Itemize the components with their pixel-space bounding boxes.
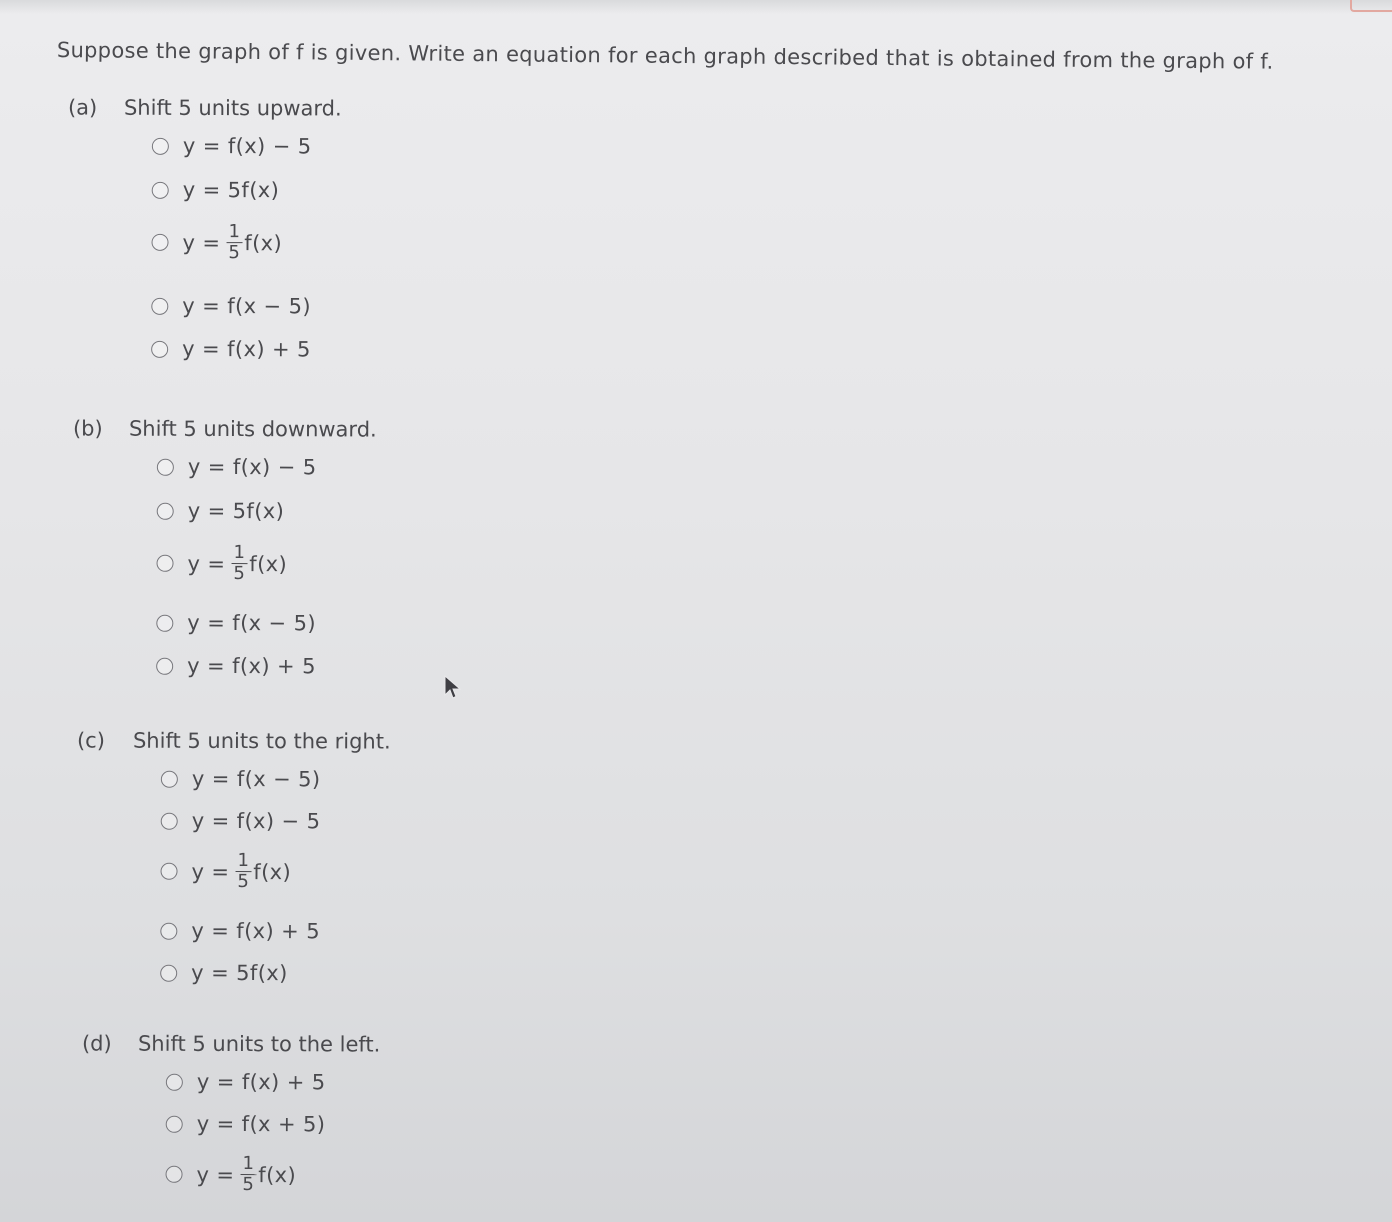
answer-option[interactable]: [161, 767, 321, 792]
part-b-letter: (b): [72, 416, 103, 441]
option-equation: y = f(x − 5): [191, 766, 321, 792]
part-d: [81, 1031, 381, 1196]
answer-option[interactable]: [161, 809, 321, 834]
part-a-label: Shift 5 units upward.: [123, 95, 342, 121]
fraction-denominator: 5: [242, 1174, 255, 1196]
equation-prefix: y =: [191, 859, 230, 884]
answer-option[interactable]: [151, 222, 282, 263]
answer-option[interactable]: [157, 499, 285, 523]
option-equation: [191, 851, 291, 892]
fraction-numerator: 1: [226, 222, 242, 243]
answer-option[interactable]: [152, 178, 280, 202]
equation-prefix: y =: [182, 230, 221, 255]
part-d-label: Shift 5 units to the left.: [137, 1031, 381, 1057]
radio-unselected-icon[interactable]: [166, 1166, 183, 1183]
option-equation: y = f(x) − 5: [182, 133, 312, 159]
radio-unselected-icon[interactable]: [151, 340, 168, 357]
screen-top-edge: [0, 0, 1392, 14]
corner-tab-outline: [1350, 0, 1392, 12]
radio-unselected-icon[interactable]: [152, 234, 169, 251]
radio-unselected-icon[interactable]: [161, 770, 178, 787]
answer-option[interactable]: [165, 1154, 296, 1195]
fraction-numerator: 1: [235, 851, 251, 872]
radio-unselected-icon[interactable]: [157, 458, 174, 475]
option-equation: y = f(x) − 5: [187, 454, 317, 480]
answer-option[interactable]: [152, 134, 312, 159]
equation-suffix: f(x): [258, 1162, 297, 1187]
fraction-denominator: 5: [237, 871, 250, 893]
option-equation: [196, 1154, 296, 1195]
question-prompt: Suppose the graph of f is given. Write an equation for each graph described that is obtained from the graph of f.: [56, 38, 1274, 74]
radio-unselected-icon[interactable]: [161, 812, 178, 829]
equation-suffix: f(x): [253, 859, 292, 884]
part-b-label: Shift 5 units downward.: [128, 416, 377, 442]
answer-option[interactable]: [160, 961, 288, 985]
option-equation: y = 5f(x): [191, 960, 288, 986]
option-equation: [187, 543, 287, 584]
answer-option[interactable]: [151, 294, 311, 319]
option-equation: y = 5f(x): [187, 498, 285, 524]
answer-option[interactable]: [156, 611, 316, 636]
option-equation: y = f(x) + 5: [196, 1069, 326, 1095]
fraction: [231, 543, 247, 584]
answer-option[interactable]: [166, 1070, 326, 1095]
option-equation: y = f(x) + 5: [187, 653, 316, 679]
option-equation: y = f(x) + 5: [191, 918, 321, 944]
radio-unselected-icon[interactable]: [152, 137, 169, 154]
answer-option[interactable]: [156, 543, 287, 584]
answer-option[interactable]: [157, 455, 317, 480]
option-equation: y = f(x − 5): [182, 293, 312, 319]
fraction: [226, 222, 242, 263]
part-c: [76, 728, 391, 986]
radio-unselected-icon[interactable]: [166, 1115, 183, 1132]
answer-option[interactable]: [151, 337, 311, 362]
radio-unselected-icon[interactable]: [156, 614, 173, 631]
option-equation: y = f(x + 5): [196, 1111, 326, 1137]
answer-option[interactable]: [166, 1112, 326, 1137]
fraction-numerator: 1: [231, 543, 247, 564]
option-equation: y = 5f(x): [182, 177, 280, 203]
radio-unselected-icon[interactable]: [151, 297, 168, 314]
answer-option[interactable]: [160, 919, 320, 944]
fraction-denominator: 5: [228, 242, 241, 264]
radio-unselected-icon[interactable]: [166, 1073, 183, 1090]
fraction: [240, 1154, 256, 1195]
equation-prefix: y =: [196, 1162, 235, 1187]
equation-suffix: f(x): [244, 230, 283, 255]
fraction-numerator: 1: [240, 1154, 256, 1175]
part-b: [72, 416, 377, 679]
radio-unselected-icon[interactable]: [157, 555, 174, 572]
radio-unselected-icon[interactable]: [161, 863, 178, 880]
radio-unselected-icon[interactable]: [152, 181, 169, 198]
equation-suffix: f(x): [249, 551, 288, 576]
radio-unselected-icon[interactable]: [160, 922, 177, 939]
answer-option[interactable]: [156, 654, 316, 679]
fraction-denominator: 5: [233, 563, 246, 585]
part-d-letter: (d): [81, 1031, 112, 1056]
part-a-letter: (a): [67, 95, 98, 120]
option-equation: [182, 222, 282, 263]
radio-unselected-icon[interactable]: [160, 964, 177, 981]
part-c-label: Shift 5 units to the right.: [132, 728, 391, 754]
equation-prefix: y =: [187, 551, 226, 576]
option-equation: y = f(x − 5): [187, 610, 317, 636]
option-equation: y = f(x) − 5: [191, 808, 321, 834]
part-c-letter: (c): [76, 728, 105, 753]
radio-unselected-icon[interactable]: [157, 502, 174, 519]
part-a: [67, 95, 342, 362]
radio-unselected-icon[interactable]: [156, 657, 173, 674]
answer-option[interactable]: [160, 851, 291, 892]
fraction: [235, 851, 251, 892]
option-equation: y = f(x) + 5: [182, 336, 311, 362]
